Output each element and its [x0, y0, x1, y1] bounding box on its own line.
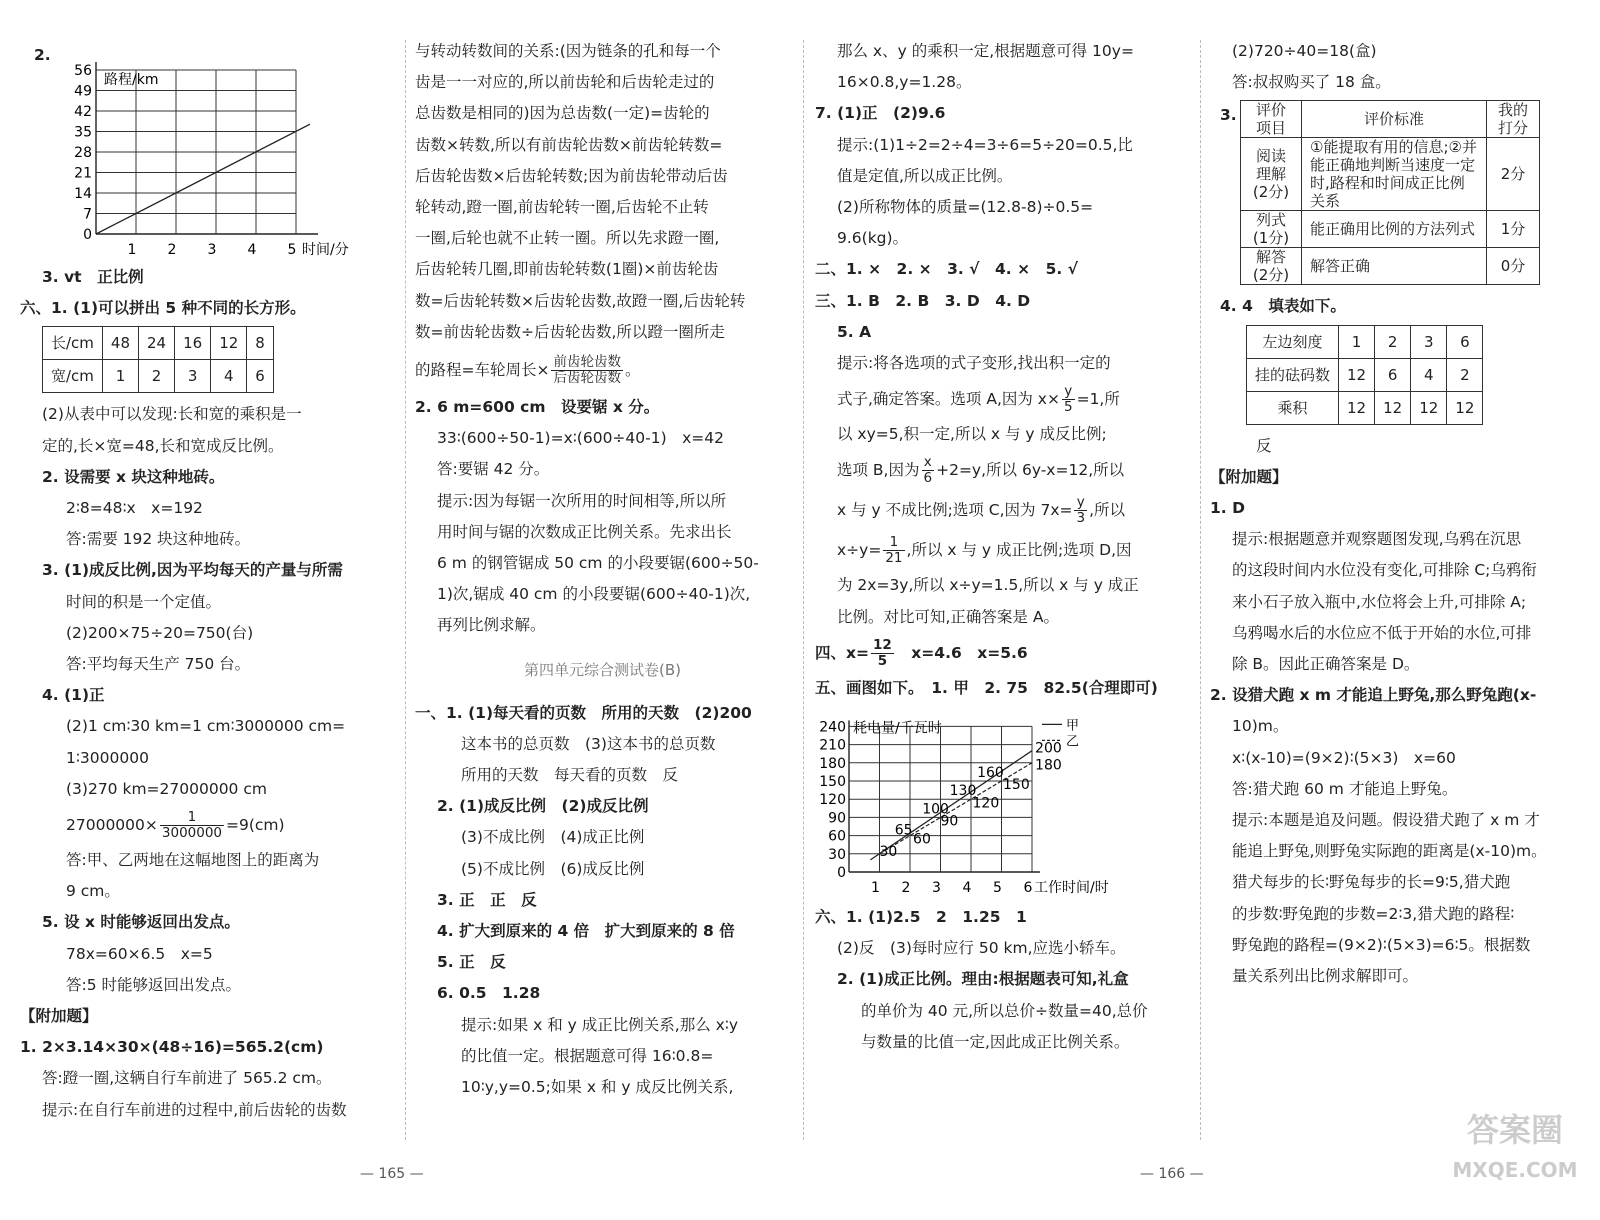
fraction [922, 455, 935, 486]
numerator: x [922, 455, 935, 471]
watermark-url: MXQE.COM [1452, 1158, 1578, 1182]
text-line: 提示:如果 x 和 y 成正比例关系,那么 x∶y [461, 1015, 739, 1034]
text: 的路程=车轮周长× [415, 361, 550, 380]
y-tick-label: 49 [74, 83, 92, 100]
text-line: (2)1 cm∶30 km=1 cm∶3000000 cm= [66, 717, 346, 736]
text-block [20, 845, 395, 907]
question-line: 2. 设猎犬跑 x m 才能追上野兔,那么野兔跑(x- [1210, 686, 1537, 705]
text-line: 轮转动,蹬一圈,前齿轮转一圈,后齿轮不止转 [415, 198, 709, 217]
question-line: 4. 扩大到原来的 4 倍 扩大到原来的 8 倍 [437, 922, 735, 941]
text: =1,所 [1076, 390, 1120, 409]
table-cell: 6 [1375, 358, 1411, 391]
text: x÷y= [837, 541, 882, 560]
data-label-yi: 90 [940, 813, 959, 830]
text-block [20, 939, 395, 1001]
hint-line: 提示:在自行车前进的过程中,前后齿轮的齿数 [42, 1100, 347, 1119]
text-line: 用时间与锯的次数成正比例关系。先求出长 [437, 522, 732, 541]
section-heading: 六、1. (1)可以拼出 5 种不同的长方形。 [20, 299, 306, 318]
y-tick-label: 56 [74, 63, 92, 79]
numerator: 前齿轮齿数 [553, 354, 621, 371]
legend-label-jia: 甲 [1066, 718, 1080, 734]
answer-line: 3. vt 正比例 [42, 268, 144, 286]
text-line: 答:叔叔购买了 18 盒。 [1232, 73, 1391, 92]
text: x 与 y 不成比例;选项 C,因为 7x= [837, 501, 1073, 520]
numerator: y [1074, 495, 1087, 511]
item-cell: 解答(2分) [1241, 248, 1302, 285]
page-gutter [803, 40, 804, 1140]
fraction-line [815, 450, 1190, 490]
text: 选项 B,因为 [837, 461, 920, 480]
y-tick-label: 90 [828, 810, 846, 827]
text-block [415, 729, 790, 791]
table-cell: 3 [1411, 325, 1447, 358]
y-tick-label: 14 [74, 186, 92, 202]
fraction [551, 355, 623, 386]
table-cell: 12 [1339, 358, 1375, 391]
hint-block [1210, 524, 1585, 680]
data-label-jia: 200 [1035, 740, 1062, 757]
column-2 [415, 36, 790, 1103]
question-line: 3. 正 正 反 [437, 890, 537, 909]
question-line: 5. 设 x 时能够返回出发点。 [42, 913, 240, 932]
score-cell: 0分 [1487, 248, 1540, 285]
fraction-line [815, 490, 1190, 530]
standard-cell: ①能提取有用的信息;②并能正确地判断当速度一定时,路程和时间成正比例关系 [1302, 138, 1487, 211]
header-score: 我的打分 [1487, 101, 1540, 138]
data-label-jia: 130 [949, 783, 977, 800]
y-tick-label: 30 [828, 846, 846, 863]
text: ,所以 [1089, 501, 1126, 520]
x-axis-label: 工作时间/时 [1034, 880, 1109, 897]
text-line: 能追上野兔,则野兔实际跑的距离是(x-10)m。 [1232, 842, 1547, 861]
text: 。 [624, 361, 641, 380]
bonus-heading: 【附加题】 [20, 1007, 98, 1026]
item-cell: 阅读理解(2分) [1241, 138, 1302, 211]
text-line: 除 B。因此正确答案是 D。 [1232, 655, 1420, 674]
legend-label-yi: 乙 [1066, 734, 1080, 750]
x-tick-label: 3 [207, 242, 217, 258]
hint-block [815, 348, 1190, 379]
question-line: 2. (1)成反比例 (2)成反比例 [437, 797, 649, 816]
data-label-jia: 30 [879, 843, 898, 860]
table-cell: 乘积 [1247, 391, 1339, 424]
page-number-right: — 166 — [1140, 1166, 1204, 1182]
text-line: 答:5 时能够返回出发点。 [66, 975, 242, 994]
text-block [815, 996, 1190, 1058]
text-line: (3)不成比例 (4)成正比例 [461, 828, 645, 847]
column-4 [1210, 36, 1585, 992]
power-chart-block [815, 704, 1190, 902]
text-line: (3)270 km=27000000 cm [66, 779, 267, 798]
text-line: 答:平均每天生产 750 台。 [66, 655, 251, 674]
fraction-line [815, 379, 1190, 419]
section-line: 六、1. (1)2.5 2 1.25 1 [815, 908, 1027, 927]
text-block [1210, 36, 1585, 98]
fraction [871, 638, 894, 669]
text-line: 答:猎犬跑 60 m 才能追上野兔。 [1232, 779, 1458, 798]
text-line: 提示:因为每锯一次所用的时间相等,所以所 [437, 491, 727, 510]
fraction [1074, 495, 1087, 526]
bonus-heading: 【附加题】 [1210, 467, 1288, 486]
text-line: 答:需要 192 块这种地砖。 [66, 530, 251, 549]
section-line: 三、1. B 2. B 3. D 4. D [815, 291, 1031, 310]
column-3 [815, 36, 1190, 1058]
text-line: 10∶y,y=0.5;如果 x 和 y 成反比例关系, [461, 1078, 734, 1097]
unit-title-row [415, 642, 790, 698]
table-cell: 8 [247, 327, 274, 360]
denominator: 3 [1076, 510, 1086, 527]
text-line: 那么 x、y 的乘积一定,根据题意可得 10y= [837, 42, 1134, 60]
standard-cell: 能正确用比例的方法列式 [1302, 211, 1487, 248]
fraction-line [415, 348, 790, 392]
denominator: 6 [923, 470, 933, 487]
table-cell: 3 [175, 360, 211, 393]
text-line: 数=前齿轮齿数÷后齿轮齿数,所以蹬一圈所走 [415, 322, 725, 341]
power-consumption-chart [815, 704, 1145, 902]
hint-block [815, 130, 1190, 255]
section-line: 二、1. × 2. × 3. √ 4. × 5. √ [815, 260, 1078, 279]
column-1 [20, 36, 395, 1126]
text-block [815, 36, 1190, 98]
data-label-yi: 150 [1003, 777, 1030, 794]
x-axis-label: 时间/分 [302, 242, 349, 258]
denominator: 21 [885, 550, 903, 567]
text-line: 齿是一一对应的,所以前齿轮和后齿轮走过的 [415, 73, 715, 92]
text-line: 猎犬每步的长∶野兔每步的长=9∶5,猎犬跑 [1232, 873, 1511, 892]
text-line: 乌鸦喝水后的水位应不低于开始的水位,可排 [1232, 623, 1532, 642]
fraction [883, 535, 904, 566]
length-width-table [42, 326, 274, 393]
table-cell: 4 [1411, 358, 1447, 391]
question-line: 2. 设需要 x 块这种地砖。 [42, 467, 225, 486]
score-cell: 2分 [1487, 138, 1540, 211]
table-cell: 2 [139, 360, 175, 393]
text-block [415, 822, 790, 884]
x-tick-label: 5 [993, 880, 1002, 897]
distance-line [96, 124, 310, 234]
question-line: 2. 6 m=600 cm 设要锯 x 分。 [415, 398, 660, 417]
data-label-jia: 65 [894, 822, 913, 839]
text-line: 的这段时间内水位没有变化,可排除 C;乌鸦衔 [1232, 561, 1537, 580]
text-block [415, 36, 790, 348]
text-line: 数=后齿轮转数×后齿轮齿数,故蹬一圈,后齿轮转 [415, 291, 746, 310]
question-number: 3. [1220, 106, 1237, 125]
text-line: 值是定值,所以成正比例。 [837, 166, 1013, 185]
x-tick-label: 5 [287, 242, 297, 258]
x-tick-label: 4 [247, 242, 257, 258]
y-tick-label: 42 [74, 104, 92, 120]
text-line: 的单价为 40 元,所以总价÷数量=40,总价 [861, 1001, 1148, 1020]
text-block [1210, 711, 1585, 992]
y-tick-label: 120 [819, 792, 846, 809]
fraction [1062, 384, 1075, 415]
text: 四、x= [815, 643, 869, 662]
table-cell: 2 [1375, 325, 1411, 358]
table-cell: 24 [139, 327, 175, 360]
y-axis-label: 耗电量/千瓦时 [853, 720, 942, 737]
question-line: 1. D [1210, 499, 1245, 518]
text-line: 来小石子放入瓶中,水位将会上升,可排除 A; [1232, 592, 1527, 611]
text-line: 总齿数是相同的)因为总齿数(一定)=齿轮的 [415, 104, 710, 123]
question-line: 5. 正 反 [437, 953, 506, 972]
header-item: 评价项目 [1241, 101, 1302, 138]
fraction-line [815, 530, 1190, 570]
question-line: 5. A [837, 322, 872, 341]
text-line: 2∶8=48∶x x=192 [66, 499, 203, 518]
page-number-left: — 165 — [360, 1166, 424, 1182]
x-tick-label: 2 [167, 242, 177, 258]
x-tick-label: 3 [932, 880, 941, 897]
text-line: 野兔跑的路程=(9×2)∶(5×3)=6∶5。根据数 [1232, 935, 1531, 954]
y-tick-label: 21 [74, 165, 92, 182]
text-line: (2)720÷40=18(盒) [1232, 42, 1377, 60]
text: 27000000× [66, 816, 158, 835]
numerator: 1 [160, 810, 224, 826]
x-tick-label: 6 [1023, 880, 1033, 897]
text: 式子,确定答案。选项 A,因为 x× [837, 390, 1060, 409]
text-line: 后齿轮转几圈,即前齿轮转数(1圈)×前齿轮齿 [415, 260, 719, 279]
hint-line: 比例。对比可知,正确答案是 A。 [837, 607, 1059, 626]
text-line: 后齿轮齿数×后齿轮转数;因为前齿轮带动后齿 [415, 166, 728, 185]
table-cell: 6 [247, 360, 274, 393]
data-label-yi: 180 [1035, 757, 1062, 774]
score-cell: 1分 [1487, 211, 1540, 248]
y-tick-label: 180 [819, 755, 846, 772]
fraction-line [815, 633, 1190, 673]
table-cell: 48 [102, 327, 138, 360]
text-line: 1)次,锯成 40 cm 的小段要锯(600÷40-1)次, [437, 585, 751, 604]
y-tick-label: 35 [74, 124, 92, 141]
scale-weight-table [1246, 325, 1483, 425]
text-line: (2)从表中可以发现:长和宽的乘积是一 [42, 405, 302, 424]
text-line: 提示:本题是追及问题。假设猎犬跑了 x m 才 [1232, 811, 1540, 830]
numerator: 12 [873, 636, 892, 653]
text-line: (5)不成比例 (6)成反比例 [461, 859, 645, 878]
table-cell: 挂的砝码数 [1247, 358, 1339, 391]
text-line: 16×0.8,y=1.28。 [837, 73, 972, 92]
text-line: 答:甲、乙两地在这幅地图上的距离为 [66, 851, 320, 870]
text-line: 答:要锯 42 分。 [437, 460, 550, 479]
fraction-line [20, 805, 395, 845]
y-tick-label: 0 [83, 227, 92, 243]
item-cell: 列式(1分) [1241, 211, 1302, 248]
numerator: 1 [883, 535, 904, 551]
watermark [1440, 1110, 1590, 1200]
x-tick-label: 2 [901, 880, 911, 897]
y-tick-label: 0 [837, 865, 846, 882]
table-cell: 长/cm [43, 327, 103, 360]
text-block [415, 423, 790, 485]
table-cell: 左边刻度 [1247, 325, 1339, 358]
y-axis-label: 路程/km [104, 72, 159, 88]
table-cell: 2 [1447, 358, 1483, 391]
hint-line: 以 xy=5,积一定,所以 x 与 y 成反比例; [837, 425, 1107, 444]
section-heading: 一、1. (1)每天看的页数 所用的天数 (2)200 [415, 703, 752, 722]
unit-title: 第四单元综合测试卷(B) [524, 660, 681, 679]
numerator: y [1062, 384, 1075, 400]
text-block [815, 933, 1190, 964]
y-tick-label: 150 [819, 774, 846, 791]
table-cell: 宽/cm [43, 360, 103, 393]
text-line: 与转动转数间的关系:(因为链条的孔和每一个 [415, 42, 721, 60]
data-label-jia: 100 [922, 801, 949, 818]
table-cell: 12 [1375, 391, 1411, 424]
text-line: 提示:将各选项的式子变形,找出积一定的 [837, 354, 1111, 373]
text-line: 78x=60×6.5 x=5 [66, 944, 213, 963]
text: x=4.6 x=5.6 [895, 643, 1028, 662]
section-line: 五、画图如下。 1. 甲 2. 75 82.5(合理即可) [815, 678, 1158, 697]
text-line: 33∶(600÷50-1)=x∶(600÷40-1) x=42 [437, 429, 725, 448]
y-tick-label: 28 [74, 145, 92, 161]
text: =9(cm) [226, 816, 285, 835]
text-line: 定的,长×宽=48,长和宽成反比例。 [42, 436, 284, 455]
y-tick-label: 210 [819, 737, 846, 754]
evaluation-table [1240, 100, 1540, 285]
text: ,所以 x 与 y 成正比例;选项 D,因 [906, 541, 1132, 560]
text-line: (2)200×75÷20=750(台) [66, 623, 254, 642]
text-block [20, 587, 395, 681]
text-line: 1∶3000000 [66, 748, 149, 767]
text-line: 提示:根据题意并观察题图发现,乌鸦在沉思 [1232, 530, 1522, 549]
hint-block [415, 486, 790, 642]
text-line: (2)所称物体的质量=(12.8-8)÷0.5= [837, 198, 1094, 217]
text-line: 的比值一定。根据题意可得 16∶0.8= [461, 1046, 714, 1065]
answer-line: 反 [1256, 436, 1272, 455]
question-line: 4. 4 填表如下。 [1220, 297, 1346, 316]
question-line: 7. (1)正 (2)9.6 [815, 104, 946, 123]
data-label-yi: 120 [972, 795, 1000, 812]
question-number: 2. [34, 46, 51, 64]
data-label-yi: 60 [913, 831, 931, 848]
text: +2=y,所以 6y-x=12,所以 [936, 461, 1125, 480]
question-line: 3. (1)成反比例,因为平均每天的产量与所需 [42, 561, 343, 580]
denominator: 3000000 [161, 825, 223, 842]
standard-cell: 解答正确 [1302, 248, 1487, 285]
text-line: 的步数∶野兔跑的步数=2∶3,猎犬跑的路程∶ [1232, 904, 1515, 923]
question-line: 2. (1)成正比例。理由:根据题表可知,礼盒 [837, 970, 1129, 989]
hint-block [415, 1010, 790, 1104]
denominator: 5 [877, 652, 888, 669]
y-tick-label: 7 [83, 206, 92, 223]
text-line: 提示:(1)1÷2=2÷4=3÷6=5÷20=0.5,比 [837, 135, 1133, 154]
text-line: 9 cm。 [66, 882, 120, 901]
header-standard: 评价标准 [1302, 101, 1487, 138]
text-line: 与数量的比值一定,因此成正比例关系。 [861, 1032, 1130, 1051]
text-line: 所用的天数 每天看的页数 反 [461, 766, 679, 785]
denominator: 5 [1063, 399, 1073, 416]
text-block [20, 493, 395, 555]
text-block [20, 1063, 395, 1094]
text-line: 一圈,后轮也就不止转一圈。所以先求蹬一圈, [415, 229, 720, 248]
text-line: 量关系列出比例求解即可。 [1232, 967, 1419, 986]
text-line: 6 m 的钢管锯成 50 cm 的小段要锯(600÷50- [437, 554, 759, 573]
text-line: 这本书的总页数 (3)这本书的总页数 [461, 734, 716, 753]
text-line: 时间的积是一个定值。 [66, 592, 222, 611]
evaluation-block [1210, 100, 1585, 285]
table-cell: 6 [1447, 325, 1483, 358]
table-cell: 1 [1339, 325, 1375, 358]
y-tick-label: 240 [819, 719, 846, 736]
column-divider [1200, 40, 1201, 1140]
text-line: 答:蹬一圈,这辆自行车前进了 565.2 cm。 [42, 1069, 332, 1088]
fraction [160, 810, 224, 841]
text-line: 9.6(kg)。 [837, 229, 909, 248]
text-block [20, 399, 395, 461]
hint-line: 为 2x=3y,所以 x÷y=1.5,所以 x 与 y 成正 [837, 576, 1139, 595]
table-cell: 1 [102, 360, 138, 393]
text-block [20, 711, 395, 805]
denominator: 后齿轮齿数 [553, 370, 621, 387]
text-line: 再列比例求解。 [437, 616, 546, 635]
x-tick-label: 1 [871, 880, 880, 897]
x-tick-label: 1 [127, 242, 137, 258]
data-label-jia: 160 [977, 764, 1004, 781]
column-divider [405, 40, 406, 1140]
table-cell: 4 [211, 360, 247, 393]
question-line: 1. 2×3.14×30×(48÷16)=565.2(cm) [20, 1038, 324, 1057]
table-cell: 12 [1339, 391, 1375, 424]
question-line: 6. 0.5 1.28 [437, 984, 541, 1003]
x-tick-label: 4 [962, 880, 972, 897]
text-line: x∶(x-10)=(9×2)∶(5×3) x=60 [1232, 748, 1456, 767]
table-cell: 12 [1447, 391, 1483, 424]
y-tick-label: 60 [828, 828, 846, 845]
table-cell: 16 [175, 327, 211, 360]
text-line: 齿数×转数,所以有前齿轮齿数×前齿轮转数= [415, 135, 723, 154]
distance-time-chart-block [20, 36, 395, 262]
text-line: 10)m。 [1232, 717, 1289, 736]
watermark-text: 答案圈 [1466, 1111, 1563, 1149]
distance-time-chart [40, 36, 400, 262]
text-line: (2)反 (3)每时应行 50 km,应选小轿车。 [837, 939, 1126, 958]
question-line: 4. (1)正 [42, 686, 105, 705]
table-cell: 12 [211, 327, 247, 360]
table-cell: 12 [1411, 391, 1447, 424]
